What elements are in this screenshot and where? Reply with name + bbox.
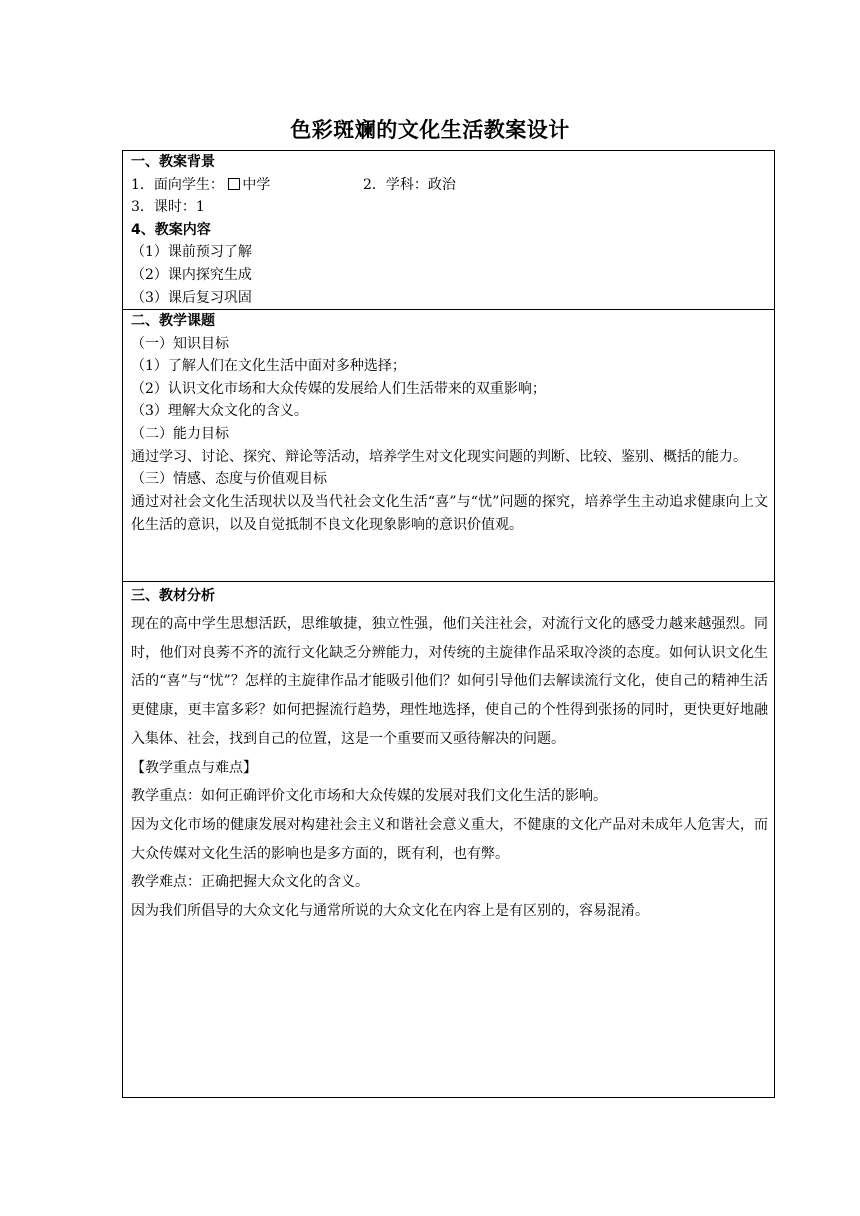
subject-field: 2．学科：政治 [363, 176, 456, 193]
list-item: （1）了解人们在文化生活中面对多种选择； [131, 358, 406, 375]
section-heading: 一、教案背景 [131, 154, 215, 170]
content-heading: 4、教案内容 [131, 221, 211, 238]
section-analysis [123, 582, 774, 1097]
difficult-point: 教学难点：正确把握大众文化的含义。 [131, 874, 369, 891]
section-background [123, 151, 774, 310]
list-item: （2）课内探究生成 [131, 266, 252, 283]
checkbox-icon[interactable] [228, 178, 240, 190]
analysis-text: 现在的高中学生思想活跃，思维敏捷，独立性强，他们关注社会，对流行文化的感受力越来越强烈。同时，他们对良莠不齐的流行文化缺乏分辨能力，对传统的主旋律作品采取冷淡的态度。如何认识文化生活的“喜”与“忧”？怎样的主旋律作品才能吸引他们？如何引导他们去解读流行文化，使自己的精神生活更健康，更丰富多彩？如何把握流行趋势，理性地选择，使自己的个性得到张扬的同时，更快更好地融入集体、社会，找到自己的位置，这是一个重要而又亟待解决的问题。 [131, 616, 768, 747]
list-item: （3）课后复习巩固 [131, 289, 252, 306]
ability-text: 通过学习、讨论、探究、辩论等活动，培养学生对文化现实问题的判断、比较、鉴别、概括的能力。 [131, 448, 747, 465]
key-point: 教学重点：如何正确评价文化市场和大众传媒的发展对我们文化生活的影响。 [131, 788, 607, 805]
students-subject-row [131, 174, 768, 197]
difficult-reason: 因为我们所倡导的大众文化与通常所说的大众文化在内容上是有区别的，容易混淆。 [131, 903, 649, 920]
key-heading: 【教学重点与难点】 [131, 759, 257, 776]
knowledge-heading: （一）知识目标 [131, 335, 229, 352]
hours-field: 3．课时：1 [131, 199, 205, 216]
document-title: 色彩斑斓的文化生活教案设计 [290, 118, 570, 142]
students-value: 中学 [242, 176, 271, 193]
students-label: 1．面向学生： [131, 176, 224, 193]
students-field [131, 174, 363, 197]
lesson-plan-table [122, 150, 775, 1098]
ability-heading: （二）能力目标 [131, 425, 229, 442]
key-reason: 因为文化市场的健康发展对构建社会主义和谐社会意义重大，不健康的文化产品对未成年人危害大，而大众传媒对文化生活的影响也是多方面的，既有利，也有弊。 [131, 816, 768, 862]
emotion-heading: （三）情感、态度与价值观目标 [131, 471, 327, 488]
section-heading: 二、教学课题 [131, 313, 215, 329]
list-item: （3）理解大众文化的含义。 [131, 403, 308, 420]
section-topic [123, 310, 774, 582]
emotion-text: 通过对社会文化生活现状以及当代社会文化生活“喜”与“忧”问题的探究，培养学生主动追求健康向上文化生活的意识，以及自觉抵制不良文化现象影响的意识价值观。 [131, 493, 768, 533]
section-heading: 三、教材分析 [131, 588, 215, 604]
list-item: （2）认识文化市场和大众传媒的发展给人们生活带来的双重影响； [131, 380, 546, 397]
list-item: （1）课前预习了解 [131, 244, 252, 261]
